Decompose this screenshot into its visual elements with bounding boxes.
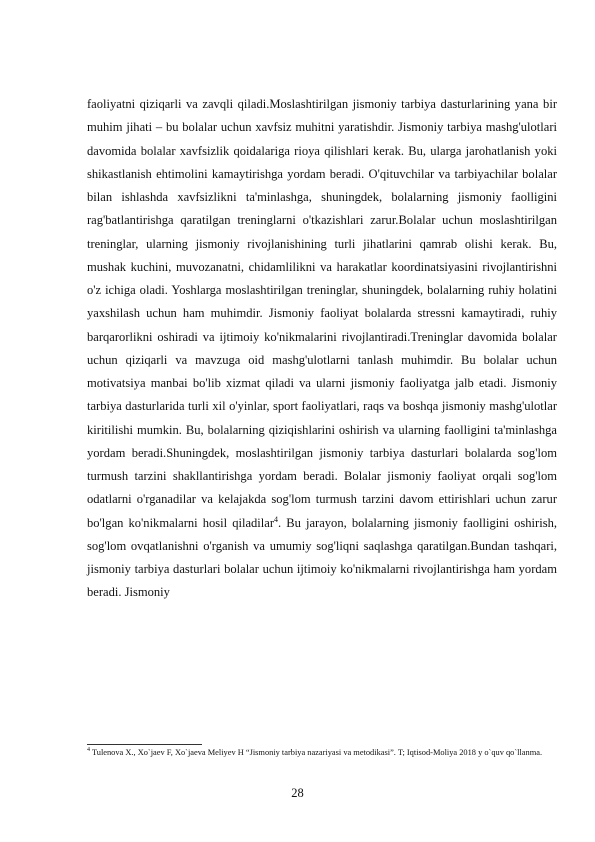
body-paragraph [87, 93, 557, 605]
page-number: 28 [291, 786, 304, 800]
footnote-reference[interactable]: 4 [274, 514, 279, 524]
paragraph-text-continued: . Bu jarayon, bolalarning jismoniy faolligini oshirish, sog'lom ovqatlanishni o'rganish va umumiy sog'liqni saqlashga qaratilgan.Bundan tashqari, jismoniy tarbiya dasturlari bolalar uchun ijtimoiy ko'nikmalarni rivojlantirishga ham yordam beradi. Jismoniy [87, 515, 557, 600]
paragraph-text: faoliyatni qiziqarli va zavqli qiladi.Moslashtirilgan jismoniy tarbiya dasturlarining yana bir muhim jihati – bu bolalar uchun xavfsiz muhitni yaratishdir. Jismoniy tarbiya mashg'ulotlari davomida bolalar xavfsizlik qoidalariga rioya qilishlari kerak. Bu, ularga jarohatlanish yoki shikastlanish ehtimolini kamaytirishga yordam beradi. O'qituvchilar va tarbiyachilar bolalar bilan ishlashda xavfsizlikni ta'minlashga, shuningdek, bolalarning jismoniy faolligini rag'batlantirishga qaratilgan treninglarni o'tkazishlari zarur.Bolalar uchun moslashtirilgan treninglar, ularning jismoniy rivojlanishining turli jihatlarini qamrab olishi kerak. Bu, mushak kuchini, muvozanatni, chidamlilikni va harakatlar koordinatsiyasini rivojlantirishni o'z ichiga oladi. Yoshlarga moslashtirilgan treninglar, shuningdek, bolalarning ruhiy holatini yaxshilash uchun ham muhimdir. Jismoniy faoliyat bolalarda stressni kamaytiradi, ruhiy barqarorlikni oshiradi va ijtimoiy ko'nikmalarini rivojlantiradi.Treninglar davomida bolalar uchun qiziqarli va mavzuga oid mashg'ulotlarni tanlash muhimdir. Bu bolalar uchun motivatsiya manbai bo'lib xizmat qiladi va ularni jismoniy faoliyatga jalb etadi. Jismoniy tarbiya dasturlarida turli xil o'yinlar, sport faoliyatlari, raqs va boshqa jismoniy mashg'ulotlar kiritilishi mumkin. Bu, bolalarning qiziqishlarini oshirish va ularning faolligini ta'minlashga yordam beradi.Shuningdek, moslashtirilgan jismoniy tarbiya dasturlari bolalarda sog'lom turmush tarzini shakllantirishga yordam beradi. Bolalar jismoniy faoliyat orqali sog'lom odatlarni o'rganadilar va kelajakda sog'lom turmush tarzini davom ettirishlari uchun zarur bo'lgan ko'nikmalarni hosil qiladilar [87, 97, 557, 530]
footnote-separator [87, 744, 202, 745]
footnote-number: 4 [87, 747, 90, 754]
footnote [87, 747, 557, 759]
footnote-text: Tulenova X., Xo`jaev F, Xo`jaeva Meliyev H “Jismoniy tarbiya nazariyasi va metodikasi”. T; Iqtisod-Moliya 2018 y o`quv qo`llanma. [90, 748, 543, 757]
